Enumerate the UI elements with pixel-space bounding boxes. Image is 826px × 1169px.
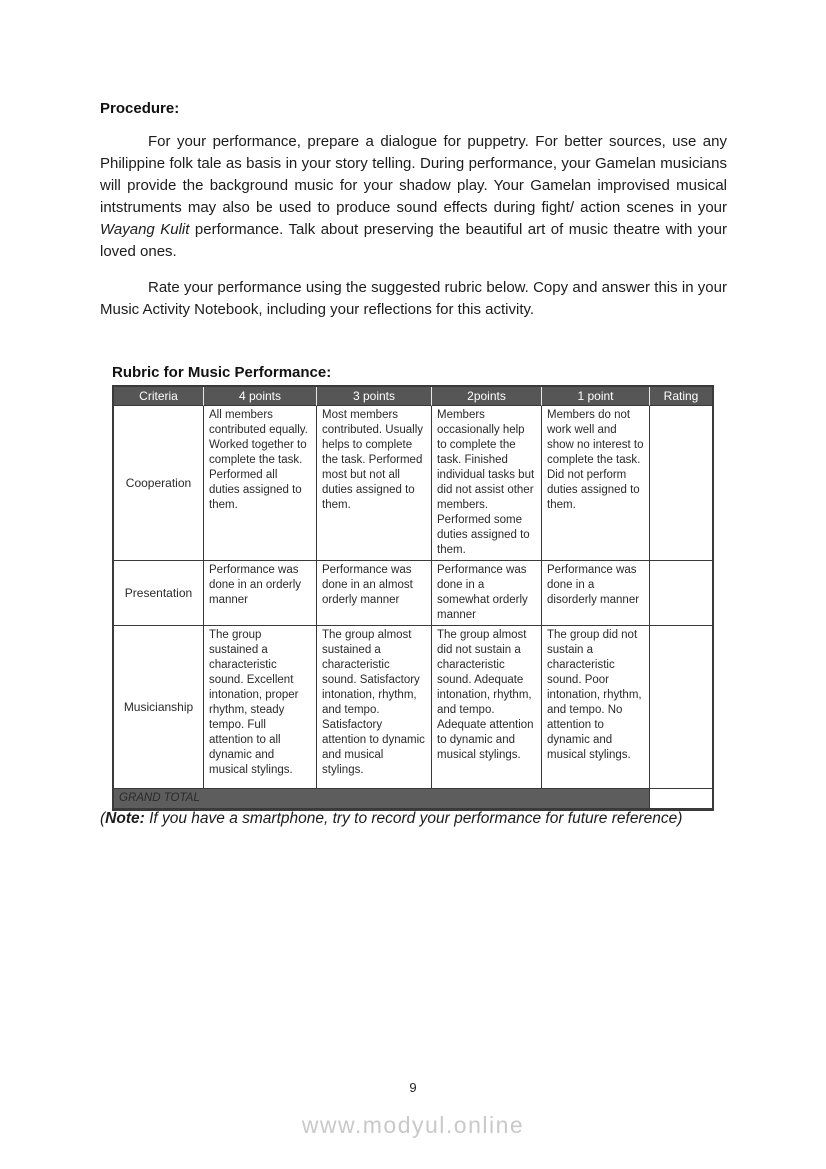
rubric-table <box>112 385 714 811</box>
watermark-text: www.modyul.online <box>301 1112 525 1138</box>
rubric-row-presentation <box>114 561 712 626</box>
column-header-criteria: Criteria <box>114 387 204 406</box>
procedure-paragraph-1 <box>100 131 727 263</box>
rating-cell <box>650 406 712 561</box>
grand-total-label: GRAND TOTAL <box>114 789 650 809</box>
paragraph-text: For your performance, prepare a dialogue for puppetry. For better sources, use any Philippine folk tale as basis in your story telling. During performance, your Gamelan musicians will provide the background music for your shadow play. Your Gamelan improvised musical intstruments may also be used to produce sound effects during fight/ action scenes in your <box>100 133 727 216</box>
rubric-cell-4points: The group sustained a characteristic sound. Excellent intonation, proper rhythm, steady tempo. Full attention to all dynamic and musical stylings. <box>204 626 317 789</box>
italic-term-wayang-kulit: Wayang Kulit <box>100 221 190 238</box>
column-header-rating: Rating <box>650 387 712 406</box>
procedure-paragraph-2: Rate your performance using the suggested rubric below. Copy and answer this in your Music Activity Notebook, including your reflections for this activity. <box>100 279 727 318</box>
rubric-row-musicianship <box>114 626 712 789</box>
page-number: 9 <box>409 1080 417 1095</box>
procedure-heading: Procedure: <box>100 100 180 117</box>
column-header-1point: 1 point <box>542 387 650 406</box>
note-line <box>100 810 740 828</box>
rubric-footer-row <box>114 789 712 809</box>
rating-cell <box>650 626 712 789</box>
rubric-cell-2points: Members occasionally help to complete the task. Finished individual tasks but did not assist other members. Performed some duties assigned to them. <box>432 406 542 561</box>
note-open-paren: ( <box>100 810 106 827</box>
note-text: If you have a smartphone, try to record your performance for future reference) <box>144 810 683 827</box>
note-bold-label: Note: <box>105 810 145 827</box>
criteria-cell: Cooperation <box>114 406 204 561</box>
rubric-row-cooperation <box>114 406 712 561</box>
rubric-cell-2points: Performance was done in a somewhat orderly manner <box>432 561 542 626</box>
rubric-cell-2points: The group almost did not sustain a characteristic sound. Adequate intonation, rhythm, and tempo. Adequate attention to dynamic and musical stylings. <box>432 626 542 789</box>
rubric-cell-1point: Performance was done in a disorderly manner <box>542 561 650 626</box>
rubric-cell-4points: All members contributed equally. Worked together to complete the task. Performed all duties assigned to them. <box>204 406 317 561</box>
column-header-4points: 4 points <box>204 387 317 406</box>
paragraph-text: performance. Talk about preserving the beautiful art of music theatre with your loved ones. <box>100 221 727 260</box>
rubric-cell-3points: Most members contributed. Usually helps to complete the task. Performed most but not all duties assigned to them. <box>317 406 432 561</box>
rubric-cell-3points: Performance was done in an almost orderly manner <box>317 561 432 626</box>
rubric-title: Rubric for Music Performance: <box>112 364 332 381</box>
rubric-cell-4points: Performance was done in an orderly manner <box>204 561 317 626</box>
criteria-cell: Presentation <box>114 561 204 626</box>
rating-cell <box>650 561 712 626</box>
rubric-cell-3points: The group almost sustained a characteristic sound. Satisfactory intonation, rhythm, and tempo. Satisfactory attention to dynamic and musical stylings. <box>317 626 432 789</box>
grand-total-rating-cell <box>650 789 712 809</box>
rubric-cell-1point: Members do not work well and show no interest to complete the task. Did not perform duties assigned to them. <box>542 406 650 561</box>
rubric-cell-1point: The group did not sustain a characteristic sound. Poor intonation, rhythm, and tempo. No attention to dynamic and musical stylings. <box>542 626 650 789</box>
column-header-3points: 3 points <box>317 387 432 406</box>
criteria-cell: Musicianship <box>114 626 204 789</box>
column-header-2points: 2points <box>432 387 542 406</box>
rubric-header-row <box>114 387 712 406</box>
